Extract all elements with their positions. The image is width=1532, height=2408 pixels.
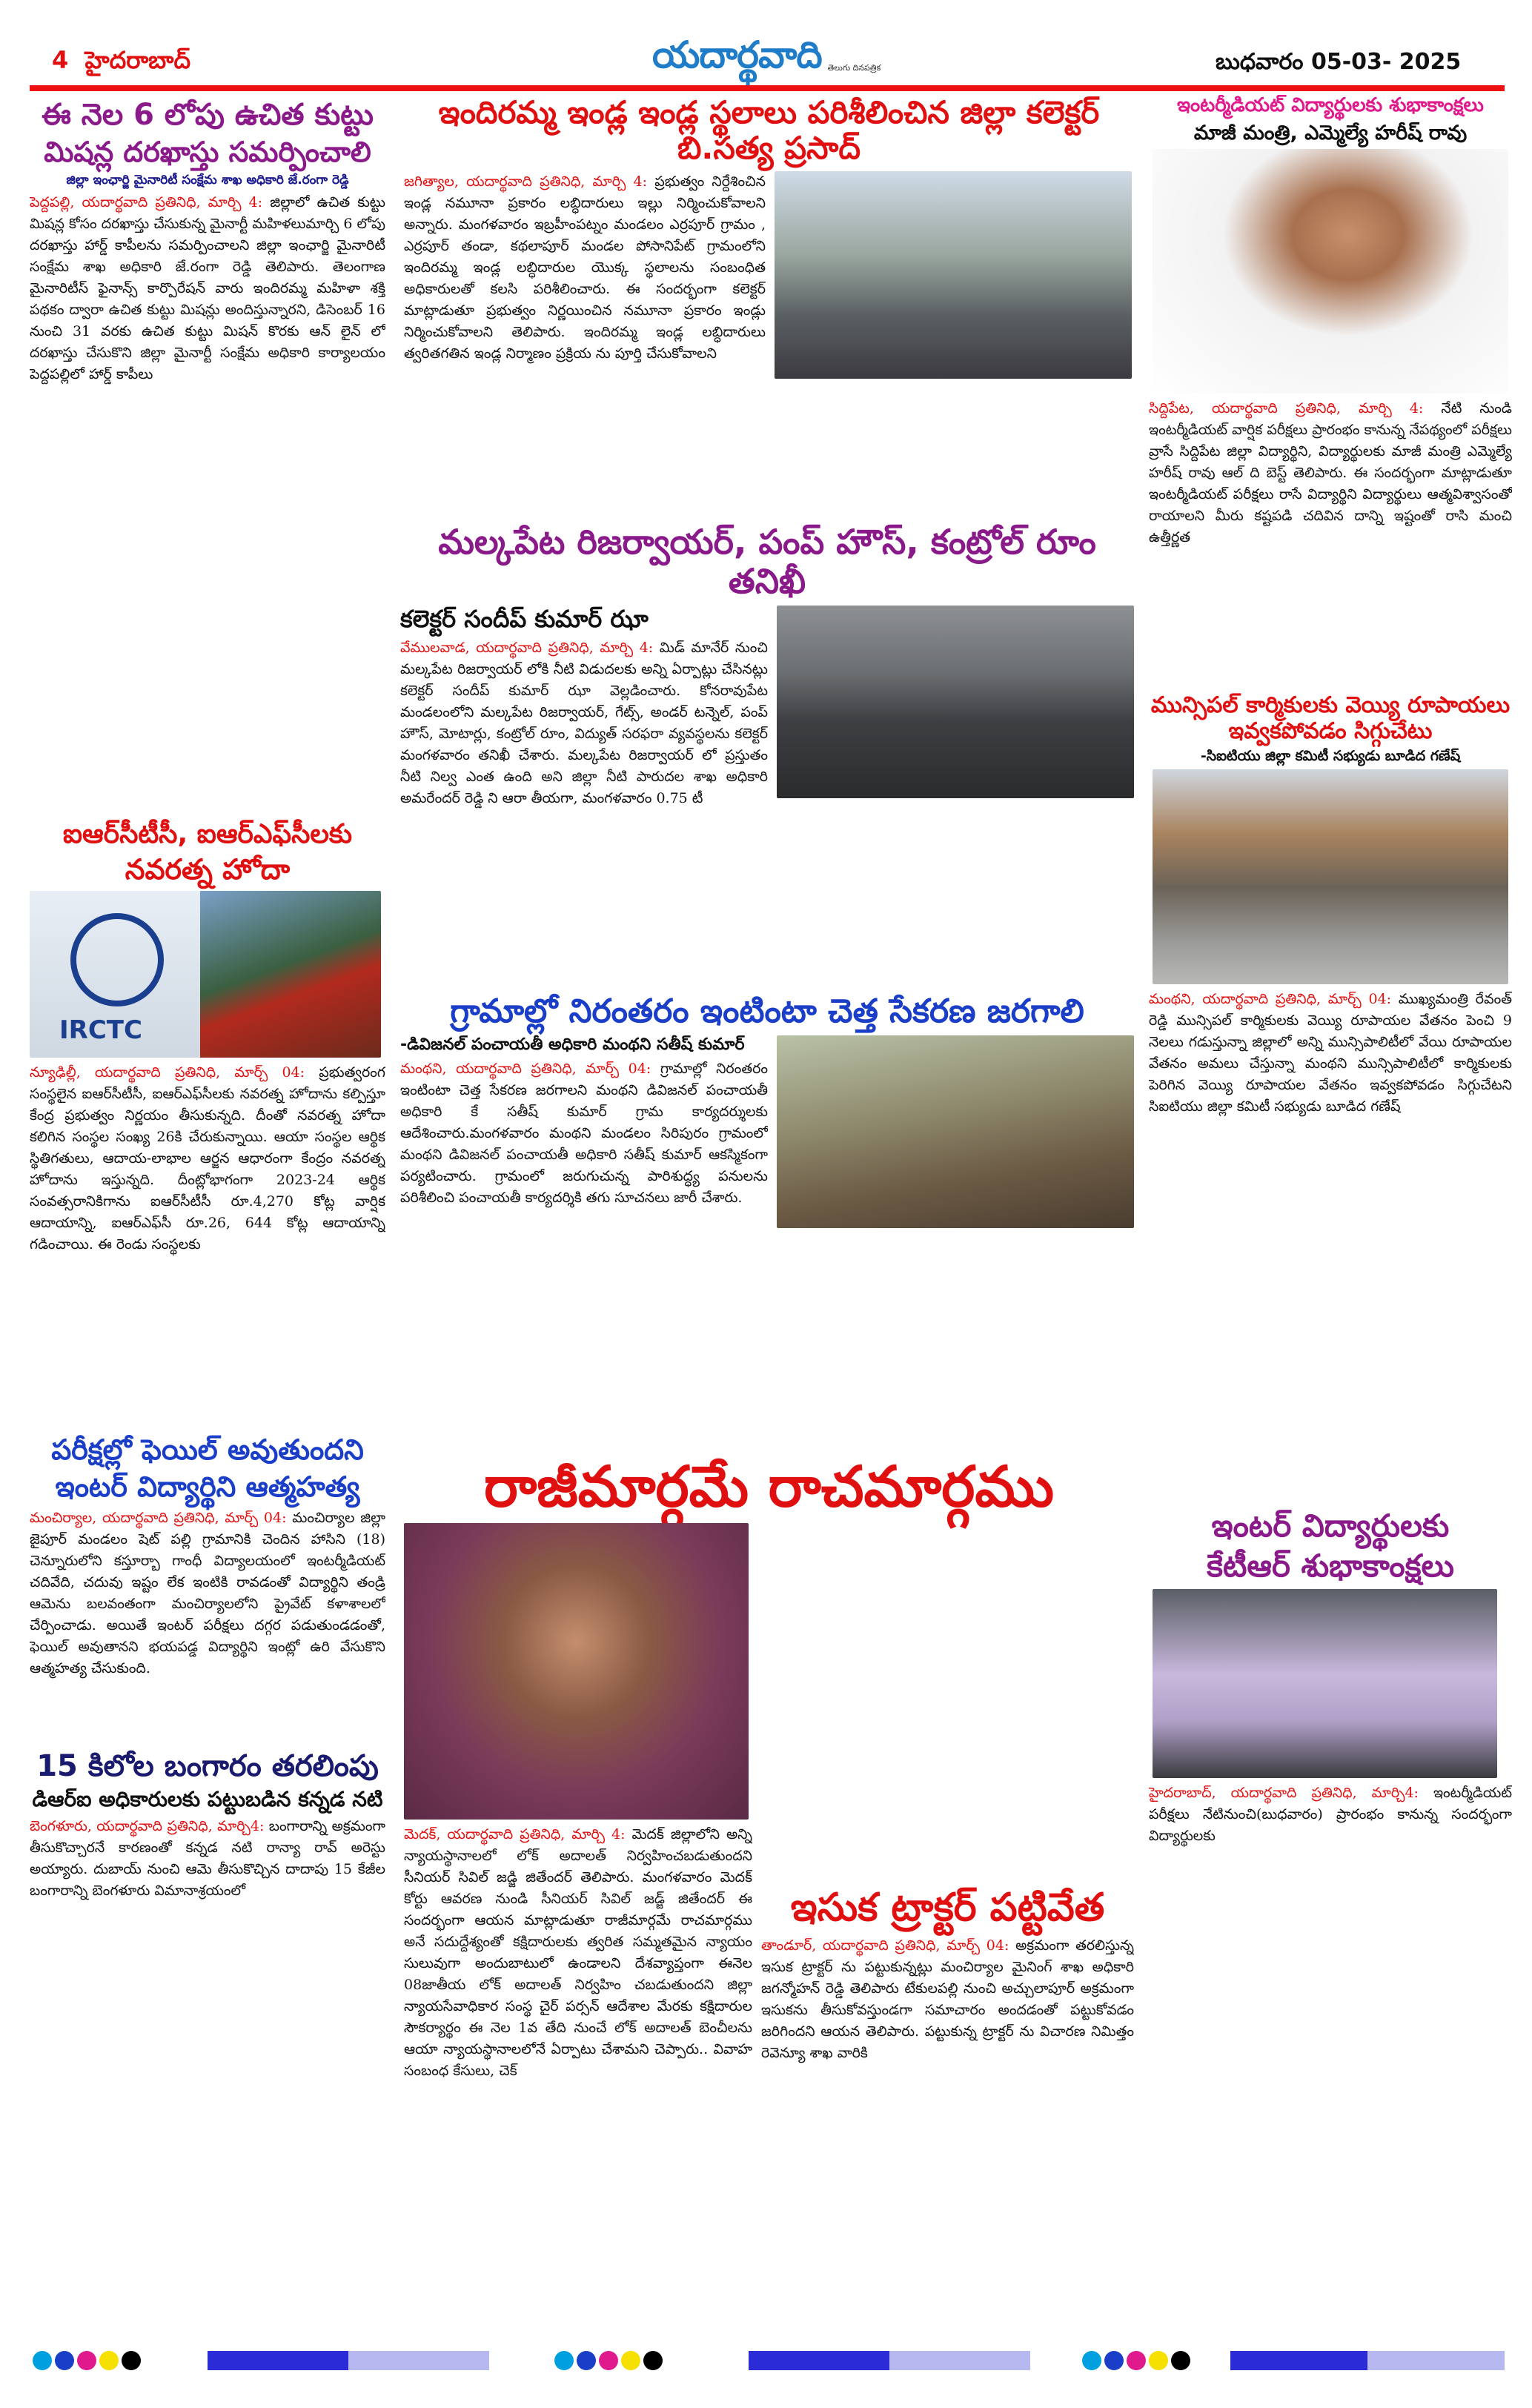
headline-irctc-2: నవరత్న హోదా — [125, 853, 291, 886]
page-number: 4 — [52, 46, 69, 74]
subhead-malkapet: కలెక్టర్ సందీప్ కుమార్ ఝా — [400, 604, 649, 633]
headline-ktr-2: కేటీఆర్ శుభాకాంక్షలు — [1207, 1548, 1454, 1585]
irctc-logo-text: IRCTC — [59, 1015, 142, 1046]
headline-suicide-2: ఇంటర్ విద్యార్థిని ఆత్మహత్య — [55, 1470, 360, 1503]
dateline: సిద్దిపేట, యదార్థవాది ప్రతినిధి, మార్చి 4: — [1149, 399, 1424, 417]
section-name: హైదరాబాద్ — [84, 46, 191, 74]
article-rajimargam — [404, 1454, 1134, 2342]
article-text: మంచిర్యాల జిల్లా జైపూర్ మండలం షెట్ పల్లి గ్రామానికి చెందిన హాసిని (18) చెన్నూరులోని కస్తూర్బా గాంధీ విద్యాలయంలో ఇంటర్మీడియట్ చదివేది, చదువు ఇష్టం లేక ఇంటికి రావడంతో విద్యార్థిని తండ్రి ఆమెను బలవంతంగా మంచిర్యాలలోని ప్రైవేట్ కళాశాలలో చేర్పించాడు. అయితే ఇంటర్ పరీక్షలు దగ్గర పడుతుండడంతో, ఫెయిల్ అవుతానని భయపడ్డ విద్యార్థిని ఇంట్లో ఉరి వేసుకొని ఆత్మహత్య చేసుకుంది. — [30, 1510, 385, 1677]
article-indiramma-body — [404, 171, 766, 519]
article-text: మిడ్ మానేర్ నుంచి మల్కపేట రిజర్వాయర్ లోకి నీటి విడుదలకు అన్ని ఏర్పాట్లు చేసినట్లు కలెక్టర్ సందీప్ కుమార్ ఝా వెల్లడించారు. కోనరావుపేట మండలంలోని మల్కపేట రిజర్వాయర్, గేట్స్, అండర్ టన్నెల్, పంప్ హౌస్, మోటార్లు, కంట్రోల్ రూం, విద్యుత్ సరఫరా వ్యవస్థలను కలెక్టర్ మంగళవారం తనిఖీ చేశారు. మల్కపేట రిజర్వాయర్ లో ప్రస్తుతం నీటి నిల్వ ఎంత ఉంది అని జిల్లా నీటి పారుదల శాఖ అధికారి అమరేందర్ రెడ్డి ని ఆరా తీయగా, మంగళవారం 0.75 టీ — [400, 639, 768, 806]
article-ktr — [1149, 1508, 1512, 2342]
subhead-sewing: జిల్లా ఇంఛార్జి మైనారిటీ సంక్షేమ శాఖ అధికారి జే.రంగా రెడ్డి — [66, 172, 349, 188]
color-bar — [208, 2351, 489, 2370]
article-suicide-body — [30, 1508, 385, 1734]
color-registration-marks-center — [554, 2351, 666, 2373]
issue-date: బుధవారం 05-03- 2025 — [1216, 49, 1462, 75]
article-isuka-body — [761, 1935, 1134, 2342]
municipal-workers-protest-photo — [1153, 769, 1508, 984]
headline-gold: 15 కిలోల బంగారం తరలింపు — [36, 1749, 379, 1783]
logo-tagline: తెలుగు దినపత్రిక — [827, 62, 881, 73]
article-text: నేటి నుండి ఇంటర్మీడియట్ వార్షిక పరీక్షలు ప్రారంభం కానున్న నేపథ్యంలో పరీక్షలు వ్రాసే సిద్దిపేట జిల్లా విద్యార్థిని, విద్యార్థులకు మాజీ మంత్రి ఎమ్మెల్యే హరీష్ రావు ఆల్ ది బెస్ట్ తెలిపారు. ఈ సందర్భంగా మాట్లాడుతూ ఇంటర్మీడియట్ పరీక్షలు రాసే విద్యార్థిని విద్యార్థులు ఆత్మవిశ్వాసంతో రాయాలని మీరు కష్టపడి చదివిన దాన్ని ఇష్టంతో రాసి మంచి ఉత్తీర్ణత — [1149, 399, 1512, 545]
article-sewing — [30, 98, 385, 787]
dateline: తాండూర్, యదార్థవాది ప్రతినిధి, మార్చ్ 04: — [761, 1937, 1009, 1954]
headline-isuka: ఇసుక ట్రాక్టర్ పట్టివేత — [790, 1885, 1105, 1931]
article-irctc-body — [30, 1062, 385, 1393]
article-suicide — [30, 1434, 385, 1734]
article-text: అక్రమంగా తరలిస్తున్న ఇసుక ట్రాక్టర్ ను పట్టుకున్నట్లు మంచిర్యాల మైనింగ్ శాఖ అధికారి జగన్మోహన్ రెడ్డి తెలిపారు టేకులపల్లి నుంచి అచ్చులాపూర్ అక్రమంగా ఇసుకను తీసుకోవస్తుండగా సమాచారం అందడంతో పట్టుకోవడం జరిగిందని ఆయన తెలిపారు. పట్టుకున్న ట్రాక్టర్ ను విచారణ నిమిత్తం రెవెన్యూ శాఖ వారికి — [761, 1937, 1134, 2062]
article-municipal-body — [1149, 989, 1512, 1445]
headline-rajimargam: రాజీమార్గమే రాచమార్గము — [483, 1454, 1055, 1519]
irctc-photo — [30, 891, 381, 1058]
dateline: పెద్దపల్లి, యదార్థవాది ప్రతినిధి, మార్చి 4: — [30, 194, 263, 211]
headline-sewing-1: ఈ నెల 6 లోపు ఉచిత కుట్టు — [42, 98, 374, 132]
headline-harish: ఇంటర్మీడియట్ విద్యార్థులకు శుభాకాంక్షలు — [1177, 95, 1484, 116]
article-malkapet-body — [400, 637, 768, 989]
collector-site-visit-photo — [775, 171, 1132, 379]
dateline: న్యూఢిల్లీ, యదార్థవాది ప్రతినిధి, మార్చ్ 04: — [30, 1064, 305, 1081]
ktr-photo — [1153, 1589, 1497, 1778]
header-rule — [30, 85, 1505, 91]
article-text: మెదక్ జిల్లాలోని అన్ని న్యాయస్థానాలలో లోక్ అదాలత్ నిర్వహించబడుతుందని సీనియర్ సివిల్ జడ్జి జితేందర్ తెలిపారు. మంగళవారం మెదక్ కోర్టు ఆవరణ నుండి సీనియర్ సివిల్ జడ్జ్ జితేందర్ ఈ సందర్భంగా ఆయన మాట్లాడుతూ రాజీమార్గమే రాచమార్గము అనే సదుద్దేశ్యంతో కక్షిదారులకు త్వరిత సమ్మతమైన న్యాయం సులువుగా అందుబాటులో ఉండాలని దేశవ్యాప్తంగా ఈనెల 08జాతీయ లోక్ అదాలత్ నిర్వహిం చబడుతుందని జిల్లా న్యాయసేవాధికార సంస్థ చైర్ పర్సన్ ఆదేశాల మేరకు కక్షిదారుల సౌకర్యార్థం ఈ నెల 1వ తేది నుంచే లోక్ అదాలత్ బెంచీలను ఆయా న్యాయస్థానాలలోనే ఏర్పాటు చేశామని చెప్పారు.. వివాహ సంబంధ కేసులు, చెక్ — [404, 1826, 752, 2080]
article-ktr-body — [1149, 1782, 1512, 2342]
article-gold-body — [30, 1816, 385, 2342]
article-text: గ్రామాల్లో నిరంతరం ఇంటింటా చెత్త సేకరణ జరగాలని మంథని డివిజనల్ పంచాయతీ అధికారి కే సతీష్ కుమార్ గ్రామ కార్యదర్శులకు ఆదేశించారు.మంగళవారం మంథని మండలం సిరిపురం గ్రామంలో మంథని డివిజనల్ పంచాయతీ అధికారి సతీష్ కుమార్ ఆకస్మికంగా పర్యటించారు. గ్రామంలో జరుగుచున్న పారిశుద్ధ్య పనులను పరిశీలించి పంచాయతీ కార్యదర్శికి తగు సూచనలు జారీ చేశారు. — [400, 1060, 768, 1206]
harish-rao-photo — [1153, 149, 1508, 394]
reservoir-inspection-photo — [777, 606, 1134, 798]
dateline: బెంగళూరు, యదార్థవాది ప్రతినిధి, మార్చి4: — [30, 1818, 265, 1835]
article-gold — [30, 1749, 385, 2342]
subhead-municipal: -సిఐటియు జిల్లా కమిటీ సభ్యుడు బూడిద గణేష్ — [1200, 748, 1461, 764]
page-header-left — [52, 46, 190, 74]
article-grama — [400, 993, 1134, 1449]
article-malkapet — [400, 523, 1134, 989]
headline-irctc-1: ఐఆర్‌సీటీసీ, ఐఆర్‌ఎఫ్‌సీలకు — [62, 819, 353, 849]
color-bar — [749, 2351, 1030, 2370]
article-harish-body — [1149, 398, 1512, 688]
article-indiramma — [404, 95, 1134, 519]
dateline: హైదరాబాద్, యదార్థవాది ప్రతినిధి, మార్చి4: — [1149, 1784, 1419, 1801]
headline-grama: గ్రామాల్లో నిరంతరం ఇంటింటా చెత్త సేకరణ జరగాలి — [450, 993, 1084, 1030]
judge-portrait-photo — [404, 1523, 749, 1820]
article-rajimargam-body — [404, 1824, 752, 2342]
masthead — [652, 33, 881, 77]
headline-suicide-1: పరీక్షల్లో ఫెయిల్ అవుతుందని — [51, 1434, 364, 1466]
headline-malkapet: మల్కపేట రిజర్వాయర్, పంప్ హౌస్, కంట్రోల్ రూం తనిఖీ — [438, 523, 1096, 601]
article-text: బంగారాన్ని అక్రమంగా తీసుకొచ్చారనే కారణంతో కన్నడ నటి రాన్యా రావ్ అరెస్టు అయ్యారు. దుబాయ్ నుంచి ఆమె తీసుకొచ్చిన దాదాపు 15 కేజీల బంగారాన్ని బెంగళూరు విమానాశ్రయంలో — [30, 1818, 385, 1900]
article-isuka — [761, 1523, 1134, 2342]
article-text: ఇంటర్మీడియట్ పరీక్షలు నేటినుంచి(బుధవారం) ప్రారంభం కానున్న సందర్భంగా విద్యార్థులకు — [1149, 1784, 1512, 1844]
dateline: జగిత్యాల, యదార్థవాది ప్రతినిధి, మార్చి 4: — [404, 173, 648, 190]
article-municipal — [1149, 693, 1512, 1445]
article-text: ముఖ్యమంత్రి రేవంత్ రెడ్డి మున్సిపల్ కార్మికులకు వెయ్యి రూపాయల వేతనం పెంచి 9 నెలలు గడుస్తున్నా జిల్లాలో అన్ని మున్సిపాలిటీలో వేయి రూపాయల వేతనం అమలు చేస్తున్నా మంథని మున్సిపాలిటీలో కార్మికులకు పెరిగిన వెయ్యి రూపాయల వేతనం ఇవ్వకపోవడం సిగ్గుచేటని సిఐటియు జిల్లా కమిటీ సభ్యుడు బూడిద గణేష్ — [1149, 990, 1512, 1115]
dateline: మంథని, యదార్థవాది ప్రతినిధి, మార్చ్ 04: — [1149, 990, 1392, 1007]
article-sewing-body — [30, 192, 385, 787]
headline-sewing-2: మిషన్ల దరఖాస్తు సమర్పించాలి — [44, 136, 371, 168]
article-harish — [1149, 95, 1512, 688]
article-irctc — [30, 819, 385, 1393]
color-bar — [1230, 2351, 1505, 2370]
garbage-collection-photo — [777, 1035, 1134, 1228]
subhead-gold: డిఆర్‌ఐ అధికారులకు పట్టుబడిన కన్నడ నటి — [32, 1787, 383, 1811]
headline-ktr-1: ఇంటర్ విద్యార్థులకు — [1211, 1508, 1450, 1544]
dateline: మంచిర్యాల, యదార్థవాది ప్రతినిధి, మార్చ్ 04: — [30, 1510, 287, 1527]
subhead-grama: -డివిజనల్ పంచాయతీ అధికారి మంథని సతీష్ కుమార్ — [400, 1035, 745, 1054]
newspaper-logo: యదార్థవాది — [652, 33, 822, 76]
article-text: ప్రభుత్వరంగ సంస్థలైన ఐఆర్‌సీటీసీ, ఐఆర్‌ఎఫ్‌సీలకు నవరత్న హోదాను కల్పిస్తూ కేంద్ర ప్రభుత్వం నిర్ణయం తీసుకున్నది. దీంతో నవరత్న హోదా కలిగిన సంస్థల సంఖ్య 26కి చేరుకున్నాయి. ఆయా సంస్థల ఆర్థిక స్థితిగతులు, ఆదాయ-లాభాల ఆర్జన ఆధారంగా కేంద్రం నవరత్న హోదాను ఇస్తున్నది. దీంట్లోభాగంగా 2023-24 ఆర్థిక సంవత్సరానికిగాను ఐఆర్‌సీటీసీ రూ.4,270 కోట్ల వార్షిక ఆదాయాన్ని, ఐఆర్‌ఎఫ్‌సీ రూ.26, 644 కోట్ల ఆదాయాన్ని గడించాయి. ఈ రెండు సంస్థలకు — [30, 1064, 385, 1253]
train-image — [200, 891, 381, 1058]
dateline: వేములవాడ, యదార్థవాది ప్రతినిధి, మార్చి 4: — [400, 639, 654, 656]
dateline: మెదక్, యదార్థవాది ప్రతినిధి, మార్చి 4: — [404, 1826, 626, 1843]
dateline: మంథని, యదార్థవాది ప్రతినిధి, మార్చ్ 04: — [400, 1060, 651, 1077]
article-text: ప్రభుత్వం నిర్దేశించిన ఇండ్ల నమూనా ప్రకారం లబ్ధిదారులు ఇల్లు నిర్మించుకోవాలని అన్నారు. మంగళవారం ఇబ్రహీంపట్నం మండలం ఎర్రపూర్ గ్రామం , ఎర్రపూర్ తండా, కథలాపూర్ మండల పోసానిపేట్ గ్రామంలోని ఇందిరమ్మ ఇండ్ల లబ్ధిదారుల యొక్క స్థలాలను సంబంధిత అధికారులతో కలసి పరిశీలించారు. ఈ సందర్భంగా కలెక్టర్ మాట్లాడుతూ ప్రభుత్వం నిర్ణయించిన నమూనా ప్రకారం ఇండ్లు నిర్మించుకోవాలని తెలిపారు. ఇందిరమ్మ ఇండ్ల లబ్ధిదారులు త్వరితగతిన ఇండ్ల నిర్మాణం ప్రక్రియ ను పూర్తి చేసుకోవాలని — [404, 173, 766, 362]
headline-indiramma: ఇందిరమ్మ ఇండ్ల ఇండ్ల స్థలాలు పరిశీలించిన జిల్లా కలెక్టర్ బి.సత్య ప్రసాద్ — [438, 95, 1100, 167]
article-grama-body — [400, 1058, 768, 1449]
headline-municipal: మున్సిపల్ కార్మికులకు వెయ్యి రూపాయలు ఇవ్వకపోవడం సిగ్గుచేటు — [1150, 693, 1511, 744]
irctc-logo-image — [30, 891, 200, 1058]
subhead-harish: మాజీ మంత్రి, ఎమ్మెల్యే హరీష్ రావు — [1193, 121, 1468, 145]
color-registration-marks-right — [1082, 2351, 1193, 2373]
color-registration-marks-left — [33, 2351, 144, 2373]
article-text: జిల్లాలో ఉచిత కుట్టు మిషన్ల కోసం దరఖాస్తు చేసుకున్న మైనార్టీ మహిళలుమార్చి 6 లోపు దరఖాస్తు హార్డ్ కాపీలను సమర్పించాలని జిల్లా ఇంఛార్జి మైనారిటీ సంక్షేమ శాఖ అధికారి జే.రంగా రెడ్డి తెలిపారు. తెలంగాణ మైనారిటీస్ ఫైనాన్స్ కార్పొరేషన్ వారు ఇందిరమ్మ మహిళా శక్తి పథకం ద్వారా ఉచిత కుట్టు మిషన్లు అందిస్తున్నారని, డిసెంబర్ 16 నుంచి 31 వరకు ఉచిత కుట్టు మిషన్ కొరకు ఆన్ లైన్ లో దరఖాస్తు చేసుకొని జిల్లా మైనార్టీ సంక్షేమ అధికారి కార్యాలయం పెద్దపల్లిలో హార్డ్ కాపీలు — [30, 194, 385, 383]
